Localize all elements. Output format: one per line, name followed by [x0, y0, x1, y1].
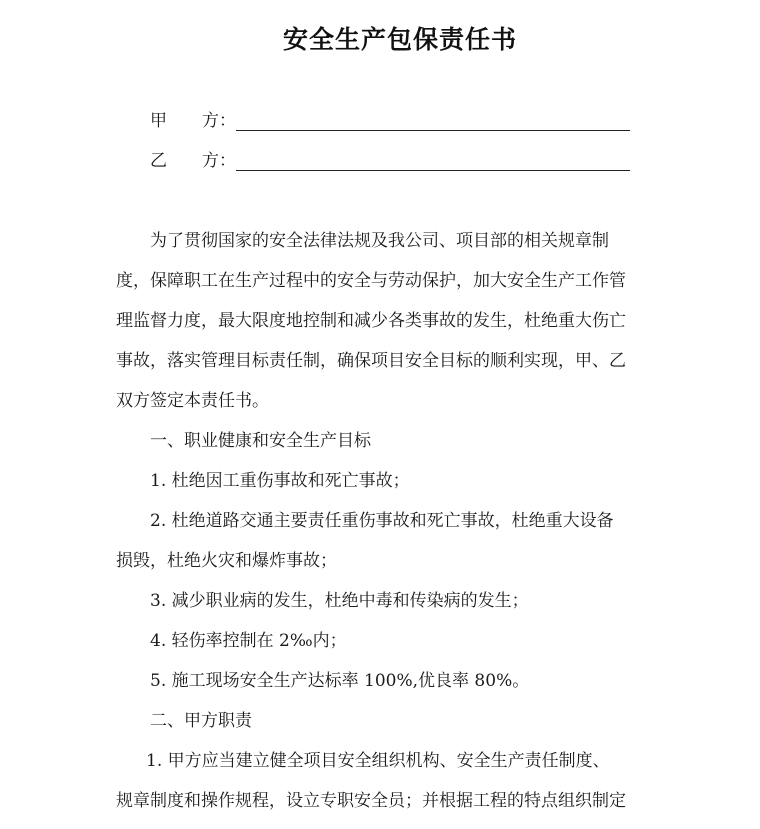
intro-line: 双方签定本责任书。 [116, 391, 269, 411]
party-a-row [150, 101, 630, 131]
section2-heading: 二、甲方职责 [150, 711, 252, 731]
party-a-label-char: 甲 [150, 111, 167, 131]
section1-item: 1. 杜绝因工重伤事故和死亡事故； [150, 471, 410, 491]
section1-item: 5. 施工现场安全生产达标率 100%,优良率 80%。 [150, 671, 530, 691]
intro-line: 事故，落实管理目标责任制，确保项目安全目标的顺利实现，甲、乙 [116, 351, 626, 371]
party-b-signature-line [236, 146, 630, 171]
section1-item-continuation: 损毁，杜绝火灾和爆炸事故； [116, 551, 337, 571]
section1-heading: 一、职业健康和安全生产目标 [150, 431, 371, 451]
page-title: 安全生产包保责任书 [282, 25, 517, 54]
intro-line: 为了贯彻国家的安全法律法规及我公司、项目部的相关规章制 [150, 231, 609, 251]
section2-line: 1. 甲方应当建立健全项目安全组织机构、安全生产责任制度、 [146, 751, 610, 771]
party-b-label-suffix: 方： [202, 151, 236, 171]
section2-line: 规章制度和操作规程，设立专职安全员；并根据工程的特点组织制定 [116, 791, 626, 811]
intro-line: 度，保障职工在生产过程中的安全与劳动保护，加大安全生产工作管 [116, 271, 626, 291]
section1-item: 2. 杜绝道路交通主要责任重伤事故和死亡事故，杜绝重大设备 [150, 511, 614, 531]
party-b-row [150, 141, 630, 171]
party-b-label-char: 乙 [150, 151, 167, 171]
intro-line: 理监督力度，最大限度地控制和减少各类事故的发生，杜绝重大伤亡 [116, 311, 626, 331]
party-a-signature-line [236, 106, 630, 131]
party-a-label-suffix: 方： [202, 111, 236, 131]
section1-item: 4. 轻伤率控制在 2‰内； [150, 631, 347, 651]
section1-item: 3. 减少职业病的发生，杜绝中毒和传染病的发生； [150, 591, 529, 611]
